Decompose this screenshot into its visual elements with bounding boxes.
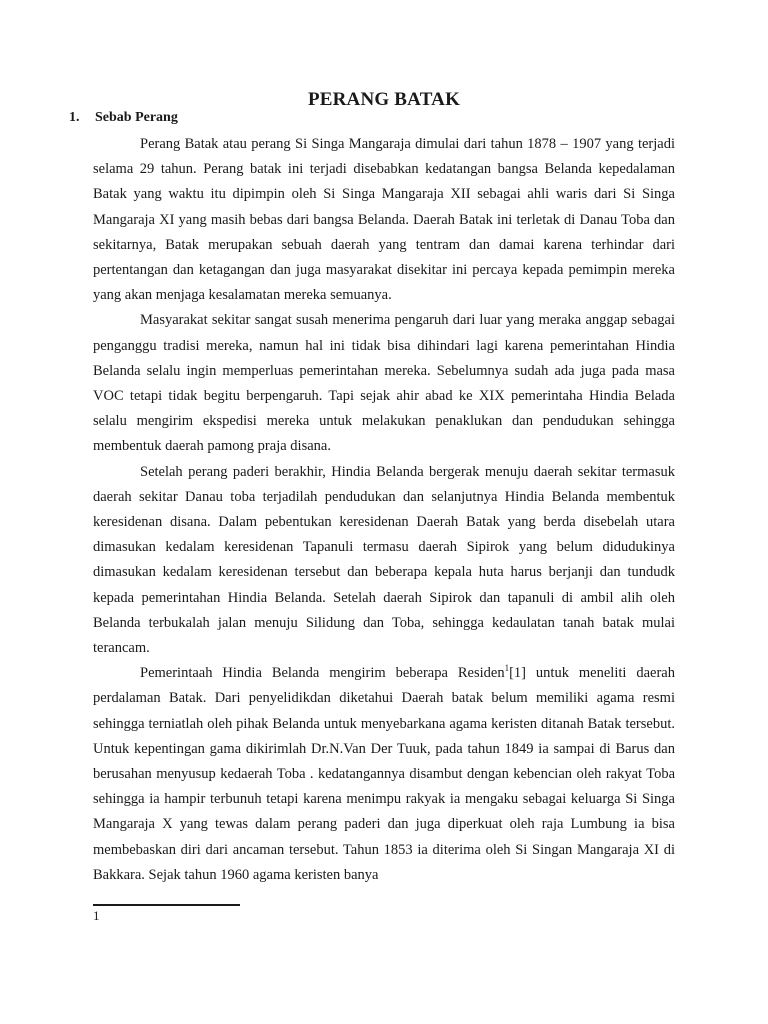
document-title: PERANG BATAK [307, 89, 461, 110]
paragraph-1 [93, 132, 675, 308]
section-heading-text: Sebab Perang [95, 110, 178, 125]
section-heading [69, 110, 178, 126]
footnote-reference[interactable]: 1 [504, 663, 510, 674]
paragraph-2-text: Masyarakat sekitar sangat susah menerima pengaruh dari luar yang meraka anggap sebagai penganggu tradisi mereka, namun hal ini tidak bisa dihindari lagi karena pemerintahan Hindia Belanda selalu ingin memperluas pemerintahan mereka. Sebelumnya sudah ada juga pada masa VOC tetapi tidak begitu berpengaruh. Tapi sejak ahir abad ke XIX pemerintaha Hindia Belada selalu mengirim ekspedisi mereka untuk melakukan penaklukan dan pendudukan sehingga membentuk daerah pamong praja disana. [93, 312, 675, 455]
paragraph-4-text-after: [1] untuk meneliti daerah perdalaman Batak. Dari penyelidikdan diketahui Daerah batak belum memiliki agama resmi sehingga terniatlah oleh pihak Belanda untuk menyebarkana agama keristen ditanah Batak tersebut. Untuk kepentingan gama dikirimlah Dr.N.Van Der Tuuk, pada tahun 1849 ia sampai di Barus dan berusahan menyusup kedaerah Toba . kedatangannya disambut dengan kebencian oleh rakyat Toba sehingga ia hampir terbunuh tetapi karena menimpu rakyak ia mengaku sebagai keluarga Si Singa Mangaraja X yang tewas dalam perang paderi dan juga diperkuat oleh raja Lumbung ia bisa membebaskan diri dari ancaman tersebut. Tahun 1853 ia diterima oleh Si Singan Mangaraja XI di Bakkara. Sejak tahun 1960 agama keristen banya [93, 665, 675, 883]
paragraph-4-text-before: Pemerintaah Hindia Belanda mengirim beberapa Residen [140, 665, 505, 682]
paragraph-3 [93, 460, 675, 662]
paragraph-4 [93, 661, 675, 888]
footnote-marker: 1 [93, 908, 100, 923]
paragraph-1-text: Perang Batak atau perang Si Singa Mangaraja dimulai dari tahun 1878 – 1907 yang terjadi selama 29 tahun. Perang batak ini terjadi disebabkan kedatangan bangsa Belanda kepedalaman Batak yang waktu itu dipimpin oleh Si Singa Mangaraja XII sebagai ahli waris dari Si Singa Mangaraja XI yang masih bebas dari bangsa Belanda. Daerah Batak ini terletak di Danau Toba dan sekitarnya, Batak merupakan sebuah daerah yang tentram dan damai karena terhindar dari pertentangan dan ketagangan dan juga masyarakat disekitar ini percaya kepada pemimpin mereka yang akan menjaga kesalamatan mereka semuanya. [93, 136, 675, 304]
section-number: 1. [69, 110, 80, 125]
footnote-separator [93, 904, 240, 906]
paragraph-2 [93, 308, 675, 459]
body-text [93, 132, 675, 888]
paragraph-3-text: Setelah perang paderi berakhir, Hindia Belanda bergerak menuju daerah sekitar termasuk daerah sekitar Danau toba terjadilah pendudukan dan selanjutnya Hindia Belanda membentuk keresidenan disana. Dalam pebentukan keresidenan Daerah Batak yang berda disebelah utara dimasukan kedalam keresidenan Tapanuli termasu daerah Sipirok yang belum didudukinya dimasukan kedalam keresidenan tersebut dan beberapa kepala huta harus berjanji dan tundudk kepada pemerintahan Hindia Belanda. Setelah daerah Sipirok dan tapanuli di ambil alih oleh Belanda terbukalah jalan menuju Silidung dan Toba, sehingga kedaulatan tanah batak mulai terancam. [93, 463, 675, 657]
